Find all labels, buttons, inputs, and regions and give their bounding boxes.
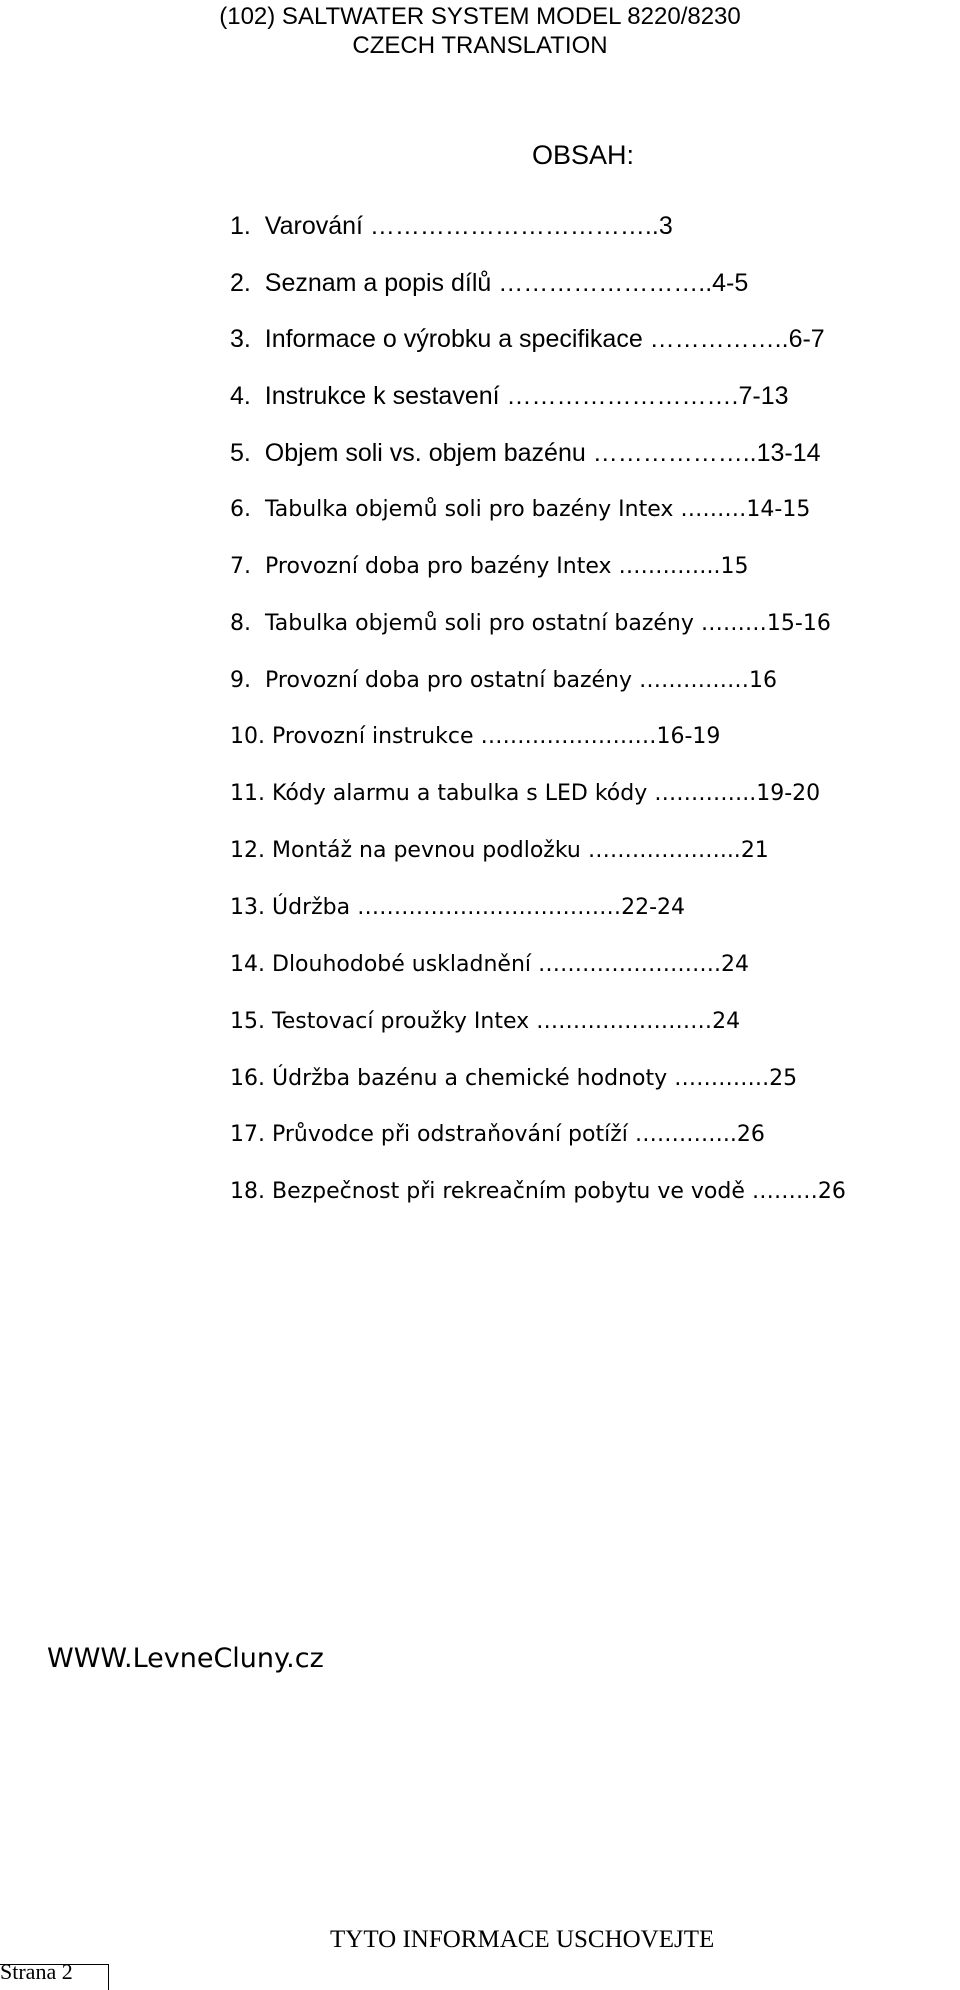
toc-item	[230, 1115, 765, 1155]
toc-item-leader: ……………………	[473, 724, 657, 749]
toc-item-number: 9.	[230, 668, 251, 693]
toc-item-page: 16	[749, 668, 778, 693]
toc-item-number: 6.	[230, 497, 251, 522]
toc-item-label: Tabulka objemů soli pro ostatní bazény	[265, 611, 694, 636]
toc-item-page: 6-7	[788, 325, 825, 353]
toc-item-leader: ………………………………	[350, 895, 622, 920]
toc-item-page: 15-16	[766, 611, 831, 636]
toc-item-leader: ………	[673, 497, 747, 522]
toc-item-page: 7-13	[738, 382, 789, 410]
header-title: (102) SALTWATER SYSTEM MODEL 8220/8230	[219, 3, 741, 30]
toc-item-page: 3	[658, 212, 673, 240]
toc-item-label: Objem soli vs. objem bazénu	[264, 439, 586, 467]
header-subtitle: CZECH TRANSLATION	[352, 32, 608, 59]
toc-item-leader: ……………………….	[499, 382, 739, 410]
toc-item-leader: ………	[744, 1179, 818, 1204]
toc-item-leader: ……………………..	[491, 269, 713, 297]
toc-item-label: Instrukce k sestavení	[264, 382, 500, 410]
toc-item	[230, 490, 810, 530]
toc-item	[230, 831, 769, 871]
toc-item-label: Údržba bazénu a chemické hodnoty	[272, 1066, 668, 1091]
toc-item-page: 13-14	[756, 439, 821, 467]
toc-item-leader: …………………….	[531, 952, 722, 977]
toc-item-number: 15.	[230, 1009, 265, 1034]
footer-rule-vertical	[108, 1964, 109, 1990]
toc-item-number: 17.	[230, 1122, 265, 1147]
toc-item-label: Varování	[264, 212, 363, 240]
toc-item-label: Provozní doba pro bazény Intex	[265, 554, 612, 579]
toc-item-label: Testovací proužky Intex	[272, 1009, 530, 1034]
toc-item-number: 18.	[230, 1179, 265, 1204]
toc-item-number: 12.	[230, 838, 265, 863]
toc-item-page: 26	[817, 1179, 846, 1204]
toc-item-leader: ……………..	[642, 325, 789, 353]
toc-item-leader: ……………	[632, 668, 750, 693]
toc-item-label: Provozní instrukce	[272, 724, 474, 749]
toc-item	[230, 717, 720, 757]
toc-item-number: 4.	[230, 382, 251, 410]
page-number: Strana 2	[0, 1959, 73, 1984]
toc-item-leader: ………………...	[580, 838, 741, 863]
toc-item	[230, 1059, 797, 1099]
toc-item	[230, 1002, 740, 1042]
toc-item-page: 15	[720, 554, 749, 579]
toc-item	[230, 206, 673, 246]
toc-item-number: 7.	[230, 554, 251, 579]
toc-item-number: 3.	[230, 325, 251, 353]
toc-item-label: Bezpečnost při rekreačním pobytu ve vodě	[272, 1179, 745, 1204]
toc-item-leader: …………..	[611, 554, 721, 579]
toc-item-label: Tabulka objemů soli pro bazény Intex	[265, 497, 674, 522]
toc-item-label: Kódy alarmu a tabulka s LED kódy	[272, 781, 648, 806]
toc-item-page: 16-19	[656, 724, 721, 749]
toc-item-label: Údržba	[272, 895, 351, 920]
toc-item-page: 24	[712, 1009, 741, 1034]
toc-title: OBSAH:	[532, 140, 635, 170]
toc-item-page: 25	[769, 1066, 798, 1091]
toc-item-number: 14.	[230, 952, 265, 977]
website-url: WWW.LevneCluny.cz	[47, 1643, 324, 1674]
toc-item-leader: …………..	[627, 1122, 737, 1147]
toc-item-label: Průvodce při odstraňování potíží	[272, 1122, 628, 1147]
toc-item	[230, 547, 749, 587]
toc-item-page: 4-5	[712, 269, 749, 297]
toc-item-page: 21	[740, 838, 769, 863]
toc-item	[230, 376, 789, 416]
toc-item	[230, 604, 831, 644]
toc-item-label: Seznam a popis dílů	[264, 269, 492, 297]
toc-item-leader: ……………………………..	[362, 212, 659, 240]
toc-item-leader: ………………..	[585, 439, 757, 467]
toc-item-leader: ………….	[667, 1066, 770, 1091]
toc-item	[230, 263, 748, 303]
toc-item-page: 24	[721, 952, 750, 977]
toc-item	[230, 319, 825, 359]
toc-item-label: Dlouhodobé uskladnění	[272, 952, 532, 977]
toc-item-page: 26	[736, 1122, 765, 1147]
toc-item	[230, 888, 685, 928]
toc-item-label: Provozní doba pro ostatní bazény	[265, 668, 633, 693]
toc-item-leader: ……………………	[529, 1009, 713, 1034]
toc-item-number: 8.	[230, 611, 251, 636]
toc-item-number: 16.	[230, 1066, 265, 1091]
toc-item-number: 2.	[230, 269, 251, 297]
toc-item-number: 13.	[230, 895, 265, 920]
toc-item-leader: ………	[693, 611, 767, 636]
toc-item	[230, 945, 749, 985]
toc-item-number: 5.	[230, 439, 251, 467]
toc-item-leader: …………..	[647, 781, 757, 806]
toc-item-label: Montáž na pevnou podložku	[272, 838, 581, 863]
toc-item	[230, 1172, 846, 1212]
toc-item	[230, 661, 777, 701]
toc-item-page: 22-24	[621, 895, 686, 920]
toc-item-page: 19-20	[756, 781, 821, 806]
toc-item	[230, 433, 821, 473]
toc-item-number: 1.	[230, 212, 251, 240]
footer-note: TYTO INFORMACE USCHOVEJTE	[330, 1926, 715, 1953]
toc-item-number: 11.	[230, 781, 265, 806]
toc-item-number: 10.	[230, 724, 265, 749]
toc-item-label: Informace o výrobku a specifikace	[264, 325, 643, 353]
toc-item	[230, 774, 820, 814]
toc-item-page: 14-15	[746, 497, 811, 522]
